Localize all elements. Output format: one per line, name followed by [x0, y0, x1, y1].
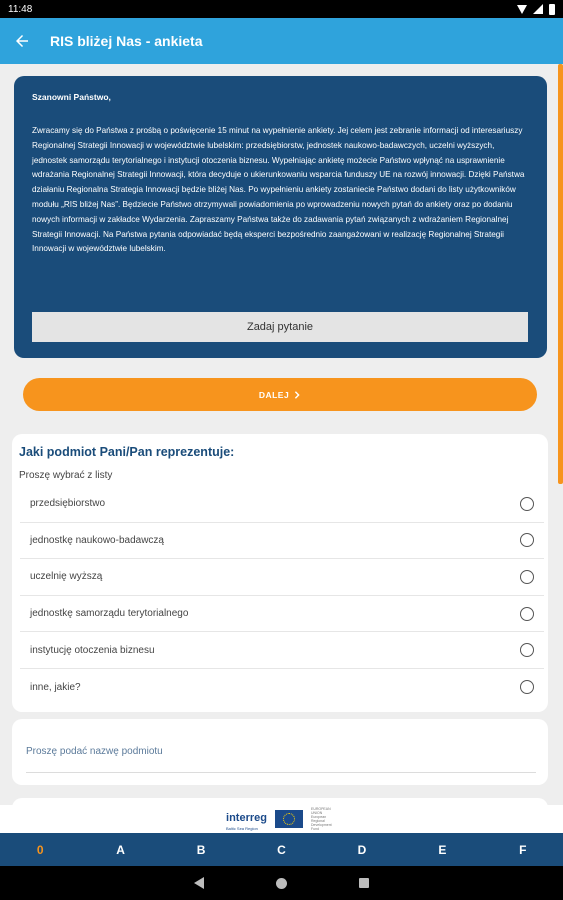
chevron-right-icon: [293, 391, 301, 399]
eu-flag-icon: [275, 810, 303, 828]
option-label: jednostkę naukowo-badawczą: [30, 534, 164, 546]
option-enterprise[interactable]: [20, 486, 544, 523]
tab-c[interactable]: C: [277, 842, 286, 857]
tab-b[interactable]: B: [196, 842, 206, 857]
option-label: przedsiębiorstwo: [30, 498, 106, 510]
eu-fund-text: EUROPEAN UNION European Regional Development Fund: [310, 807, 332, 831]
question-subtitle: Proszę wybrać z listy: [19, 470, 113, 481]
option-local-government[interactable]: [20, 596, 544, 633]
entity-name-input[interactable]: [26, 731, 536, 773]
option-research-unit[interactable]: [20, 523, 544, 560]
sponsor-logos: [0, 805, 563, 833]
interreg-logo-text: interreg: [226, 811, 267, 824]
tab-a[interactable]: A: [116, 842, 125, 857]
option-other[interactable]: [20, 669, 544, 706]
cell-signal-icon: [533, 4, 543, 14]
nav-recents-icon[interactable]: [359, 878, 369, 888]
option-business-support[interactable]: [20, 632, 544, 669]
radio-button[interactable]: [520, 570, 534, 584]
question-card: [12, 434, 548, 712]
radio-button[interactable]: [520, 497, 534, 511]
intro-card: [14, 76, 547, 358]
interreg-logo: [226, 808, 267, 831]
radio-button[interactable]: [520, 607, 534, 621]
option-label: jednostkę samorządu terytorialnego: [30, 608, 189, 620]
ask-question-button[interactable]: Zadaj pytanie: [32, 312, 528, 342]
wifi-icon: [517, 5, 527, 14]
option-university[interactable]: [20, 559, 544, 596]
back-arrow-icon[interactable]: [0, 18, 44, 64]
status-icons: [517, 4, 555, 15]
page-title: RIS bliżej Nas - ankieta: [50, 33, 203, 49]
tab-0[interactable]: 0: [36, 842, 44, 857]
nav-back-icon[interactable]: [194, 877, 204, 889]
system-nav-bar: [0, 866, 563, 900]
next-button[interactable]: [23, 378, 537, 411]
status-time: 11:48: [8, 3, 33, 15]
tab-e[interactable]: E: [438, 842, 447, 857]
app-bar: [0, 18, 563, 64]
option-list: [20, 486, 544, 706]
scrollbar[interactable]: [558, 64, 563, 484]
battery-icon: [549, 4, 555, 15]
radio-button[interactable]: [520, 643, 534, 657]
option-label: instytucję otoczenia biznesu: [30, 644, 155, 656]
intro-greeting: Szanowni Państwo,: [32, 92, 111, 102]
radio-button[interactable]: [520, 680, 534, 694]
next-question-card: [12, 798, 548, 805]
option-label: inne, jakie?: [30, 681, 81, 693]
intro-text: Zwracamy się do Państwa z prośbą o poświęcenie 15 minut na wypełnienie ankiety. Jej celem jest zebranie informacji od interesariuszy Regionalnej Strategii Innowacji w województwie lubelskim: przedsiębiorstw, jednostek naukowo-badawczych, uczelni wyższych, jednostek samorządu terytorialnego i instytucji otoczenia biznesu. Wypełniając ankietę możecie Państwo wpłynąć na usprawnienie wdrażania Regionalnej Strategii Innowacji, która decyduje o ukierunkowaniu wsparcia funduszy UE na rozwój innowacji. Dzięki Państwa działaniu Regionalna Strategia Innowacji będzie bliżej Nas. Po wypełnieniu ankiety zostaniecie Państwo dodani do listy użytkowników modułu „RIS bliżej Nas”. Będziecie Państwo otrzymywali powiadomienia po wprowadzeniu nowych pytań do ankiety oraz po dodaniu nowych informacji w zakładce Wydarzenia. Zapraszamy Państwa także do zadawania pytań związanych z wdrażaniem Regionalnej Strategii Innowacji. Na Państwa pytania odpowiadać będą eksperci bezpośrednio zaangażowani w realizację Regionalnej Strategii Innowacji w województwie lubelskim.: [32, 126, 525, 254]
interreg-logo-sub: Baltic Sea Region: [226, 825, 258, 831]
survey-content[interactable]: [0, 64, 563, 805]
status-bar: [0, 0, 563, 18]
question-title: Jaki podmiot Pani/Pan reprezentuje:: [19, 445, 235, 459]
nav-home-icon[interactable]: [276, 878, 287, 889]
tab-d[interactable]: D: [357, 842, 367, 857]
option-label: uczelnię wyższą: [30, 571, 103, 583]
section-tabs: [0, 833, 563, 866]
next-button-label: DALEJ: [258, 389, 290, 400]
radio-button[interactable]: [520, 533, 534, 547]
entity-name-card: [12, 719, 548, 785]
tab-f[interactable]: F: [519, 842, 527, 857]
